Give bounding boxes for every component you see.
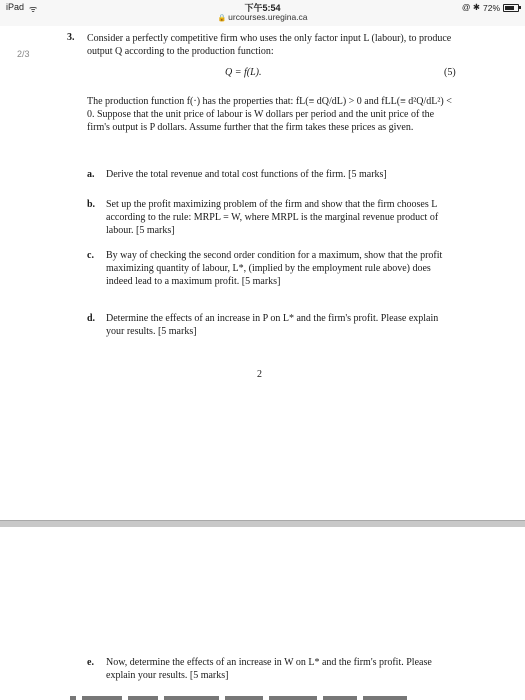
page-indicator: 2/3 <box>17 49 30 59</box>
part-text: By way of checking the second order condition for a maximum, show that the profit maximizing quantity of labour, L*, (implied by the employment rule above) does indeed lead to a maximum profit. [5 marks] <box>106 250 443 287</box>
wifi-icon: ᯤ <box>29 4 38 14</box>
equation-number: (5) <box>444 67 456 78</box>
part-text: Derive the total revenue and total cost functions of the firm. [5 marks] <box>106 169 387 180</box>
equation-formula: Q = f(L). <box>225 67 262 78</box>
part-label: b. <box>87 199 96 210</box>
status-icons <box>462 2 519 13</box>
part-text: Set up the profit maximizing problem of the firm and show that the firm chooses L according to the rule: MRPL = W, where MRPL is the marginal revenue product of labour. [5 marks] <box>106 199 439 236</box>
part-label: e. <box>87 657 94 668</box>
page-divider <box>0 520 525 527</box>
question-intro: Consider a perfectly competitive firm who uses the only factor input L (labour), to produce output Q according to the production function: <box>87 33 452 57</box>
clock: 下午5:54 <box>244 3 281 13</box>
part-text: Now, determine the effects of an increase in W on L* and the firm's profit. Please explain your results. [5 marks] <box>106 657 432 681</box>
part-label: c. <box>87 250 94 261</box>
page-number: 2 <box>257 369 262 380</box>
part-text: Determine the effects of an increase in P on L* and the firm's profit. Please explain your results. [5 marks] <box>106 313 439 337</box>
question-number: 3. <box>67 32 75 43</box>
part-label: a. <box>87 169 95 180</box>
battery-icon <box>503 4 519 12</box>
url-text: urcourses.uregina.ca <box>228 12 308 22</box>
part-label: d. <box>87 313 96 324</box>
lock-icon: 🔒 <box>217 15 227 22</box>
device-label: iPad <box>6 2 25 12</box>
status-bar <box>0 0 525 26</box>
cut-off-text <box>70 690 470 700</box>
battery-percent: 72% <box>482 2 500 13</box>
question-paragraph: The production function f(·) has the properties that: fL(≡ dQ/dL) > 0 and fLL(≡ d²Q/dL²) < 0. Suppose that the unit price of labour is W dollars per period and the unit price of the firm's output is P dollars. Assume further that the firm takes these prices as given. <box>87 96 452 133</box>
location-bluetooth-icons: @ ✱ <box>461 2 480 12</box>
address-bar[interactable] <box>0 12 525 22</box>
